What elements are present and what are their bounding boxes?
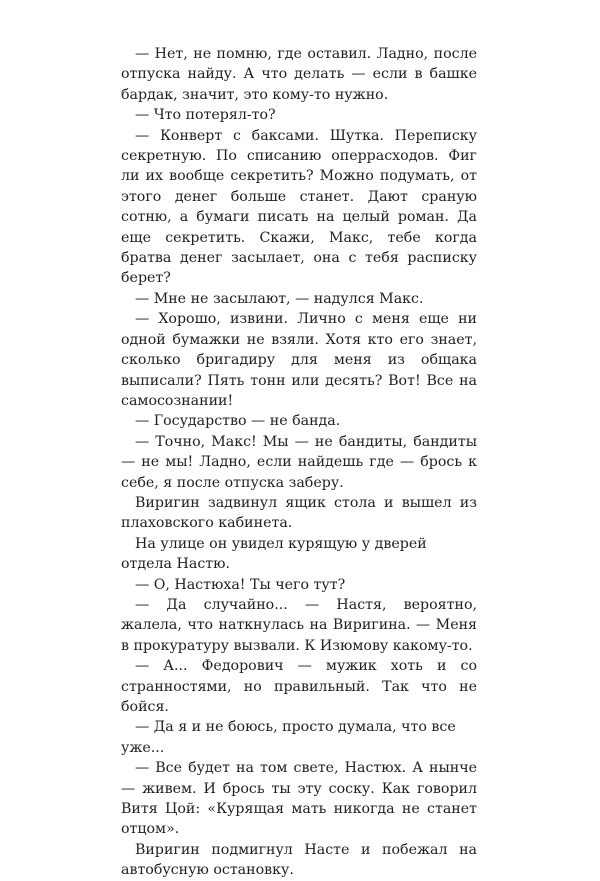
paragraph: — Хорошо, извини. Лично с меня еще ни одной бумажки не взяли. Хотя кто его знает, сколько бригадиру для меня из общака выписали? Пять тонн или десять? Вот! Все на самосознании! [121,311,477,409]
paragraph: — Конверт с баксами. Шутка. Переписку секретную. По списанию оперрасходов. Фиг ли их вообще секретить? Можно подумать, от этого денег больше станет. Дают сраную сотню, а бумаги писать на целый роман. Да еще секретить. Скажи, Макс, тебе когда братва денег засылает, она с тебя расписку берет? [121,127,477,287]
paragraph: — О, Настюха! Ты чего тут? [135,576,346,593]
paragraph: — А... Федорович — мужик хоть и со странностями, но правильный. Так что не бойся. [121,658,477,715]
paragraph: — Мне не засылают, — надулся Макс. [135,290,424,307]
paragraph: — Да случайно... — Настя, вероятно, жалела, что наткнулась на Виригина. — Меня в прокуратуру вызвали. К Изюмову какому-то. [121,596,477,654]
paragraph: — Да я и не боюсь, просто думала, что все уже... [121,719,456,756]
paragraph: На улице он увидел курящую у дверей отдела Настю. [121,535,427,573]
paragraph: Виригин задвинул ящик стола и вышел из плаховского кабинета. [121,494,477,532]
paragraph: — Нет, не помню, где оставил. Ладно, после отпуска найду. А что делать — если в башке бардак, значит, это кому-то нужно. [121,46,477,103]
paragraph: — Что потерял-то? [135,107,276,124]
paragraph: Виригин подмигнул Насте и побежал на автобусную остановку. [121,841,477,879]
body-text [121,44,477,881]
paragraph: — Точно, Макс! Мы — не бандиты, бандиты — не мы! Ладно, если найдешь где — брось к себе, я после отпуска заберу. [121,433,477,491]
paragraph: — Государство — не банда. [135,413,341,430]
paragraph: — Все будет на том свете, Настюх. А нынче — живем. И брось ты эту соску. Как говорил Витя Цой: «Курящая мать никогда не станет отцом». [121,760,477,838]
